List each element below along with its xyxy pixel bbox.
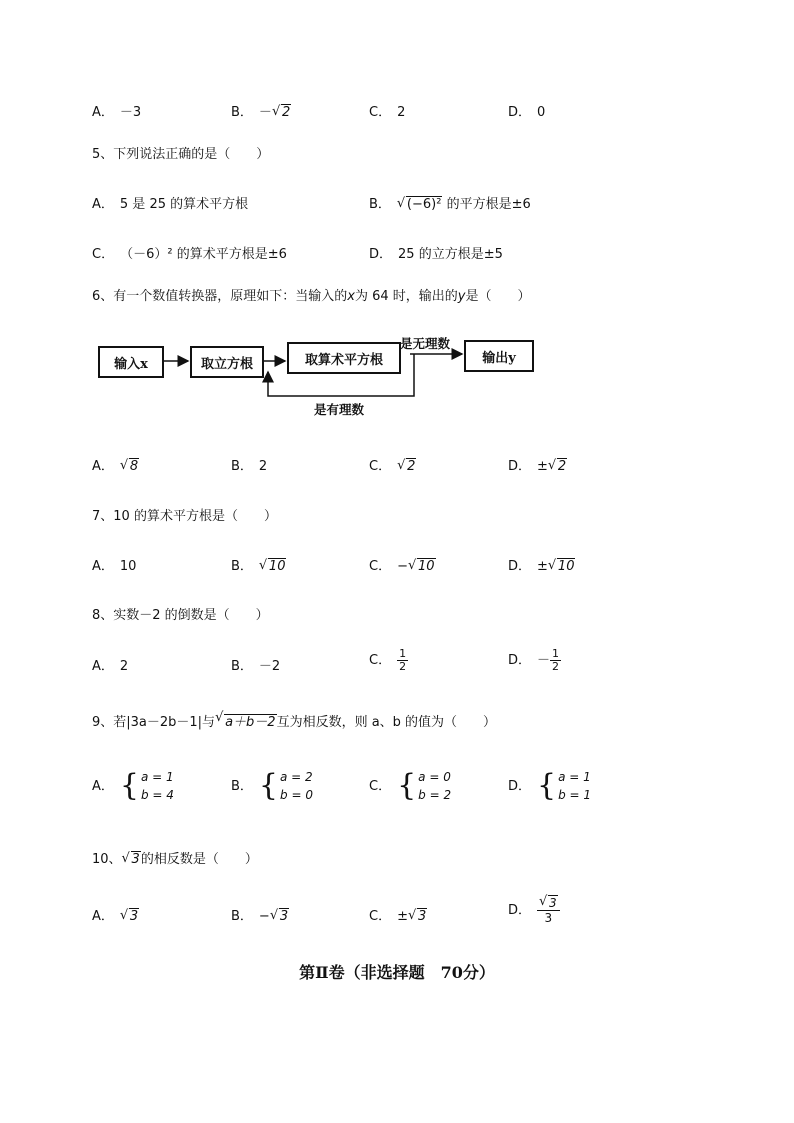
q10-option-c: C． ±√ 3 xyxy=(369,905,427,924)
q8-option-b: B． －2 xyxy=(231,659,281,674)
q6-option-b: B． 2 xyxy=(231,459,268,474)
q10-stem: 10、√ 3的相反数是（ ） xyxy=(92,848,258,867)
flow-input-box: 输入x xyxy=(98,346,164,378)
flow-output-box: 输出y xyxy=(464,340,534,372)
q8-stem: 8、实数－2 的倒数是（ ） xyxy=(92,608,269,623)
q5-option-b: B．√ (−6)² 的平方根是±6 xyxy=(369,193,531,212)
q7-option-c: C． −√ 10 xyxy=(369,555,436,574)
q9-option-d: D． { a = 1 b = 1 xyxy=(508,768,592,803)
q6-option-c: C．√ 2 xyxy=(369,455,416,474)
q10-option-b: B． −√ 3 xyxy=(231,905,289,924)
q9-option-a: A． { a = 1 b = 4 xyxy=(92,768,174,803)
q9-stem: 9、若|3a－2b－1|与√ a＋b－2互为相反数，则 a、b 的值为（ ） xyxy=(92,711,496,730)
q8-option-d: D． － $\frac{1}{2}$ xyxy=(508,647,560,673)
q4-option-a: A． －3 xyxy=(92,105,142,120)
q5-option-c: C． （－6）² 的算术平方根是±6 xyxy=(92,247,287,262)
q10-option-a: A．√ 3 xyxy=(92,905,139,924)
q8-option-c: C． $\frac{1}{2}$ xyxy=(369,647,407,673)
q10-option-d: D． √ $\frac{3}{3}$ xyxy=(508,896,560,925)
q5-option-a: A． 5 是 25 的算术平方根 xyxy=(92,197,249,212)
converter-flowchart xyxy=(96,330,536,422)
q9-option-c: C． { a = 0 b = 2 xyxy=(369,768,452,803)
section-title: 第Ⅱ卷（非选择题 70分） xyxy=(299,963,495,982)
q6-stem: 6、有一个数值转换器，原理如下：当输入的x为 64 时，输出的y是（ ） xyxy=(92,289,531,304)
flow-cube-root-box: 取立方根 xyxy=(190,346,264,378)
q5-option-d: D． 25 的立方根是±5 xyxy=(369,247,503,262)
q6-option-d: D． ±√ 2 xyxy=(508,455,567,474)
flow-rational-label: 是有理数 xyxy=(314,402,365,417)
q6-option-a: A．√ 8 xyxy=(92,455,139,474)
q5-stem: 5、下列说法正确的是（ ） xyxy=(92,147,270,162)
q4-option-b: B． －√ 2 xyxy=(231,101,291,120)
q7-option-a: A． 10 xyxy=(92,559,137,574)
q8-option-a: A． 2 xyxy=(92,659,129,674)
flow-sqrt-box: 取算术平方根 xyxy=(287,342,401,374)
q7-option-d: D． ±√ 10 xyxy=(508,555,575,574)
q7-option-b: B．√ 10 xyxy=(231,555,286,574)
flow-irrational-label: 是无理数 xyxy=(400,336,451,351)
q4-option-d: D． 0 xyxy=(508,105,546,120)
q7-stem: 7、10 的算术平方根是（ ） xyxy=(92,509,277,524)
q4-option-c: C． 2 xyxy=(369,105,406,120)
q9-option-b: B． { a = 2 b = 0 xyxy=(231,768,313,803)
